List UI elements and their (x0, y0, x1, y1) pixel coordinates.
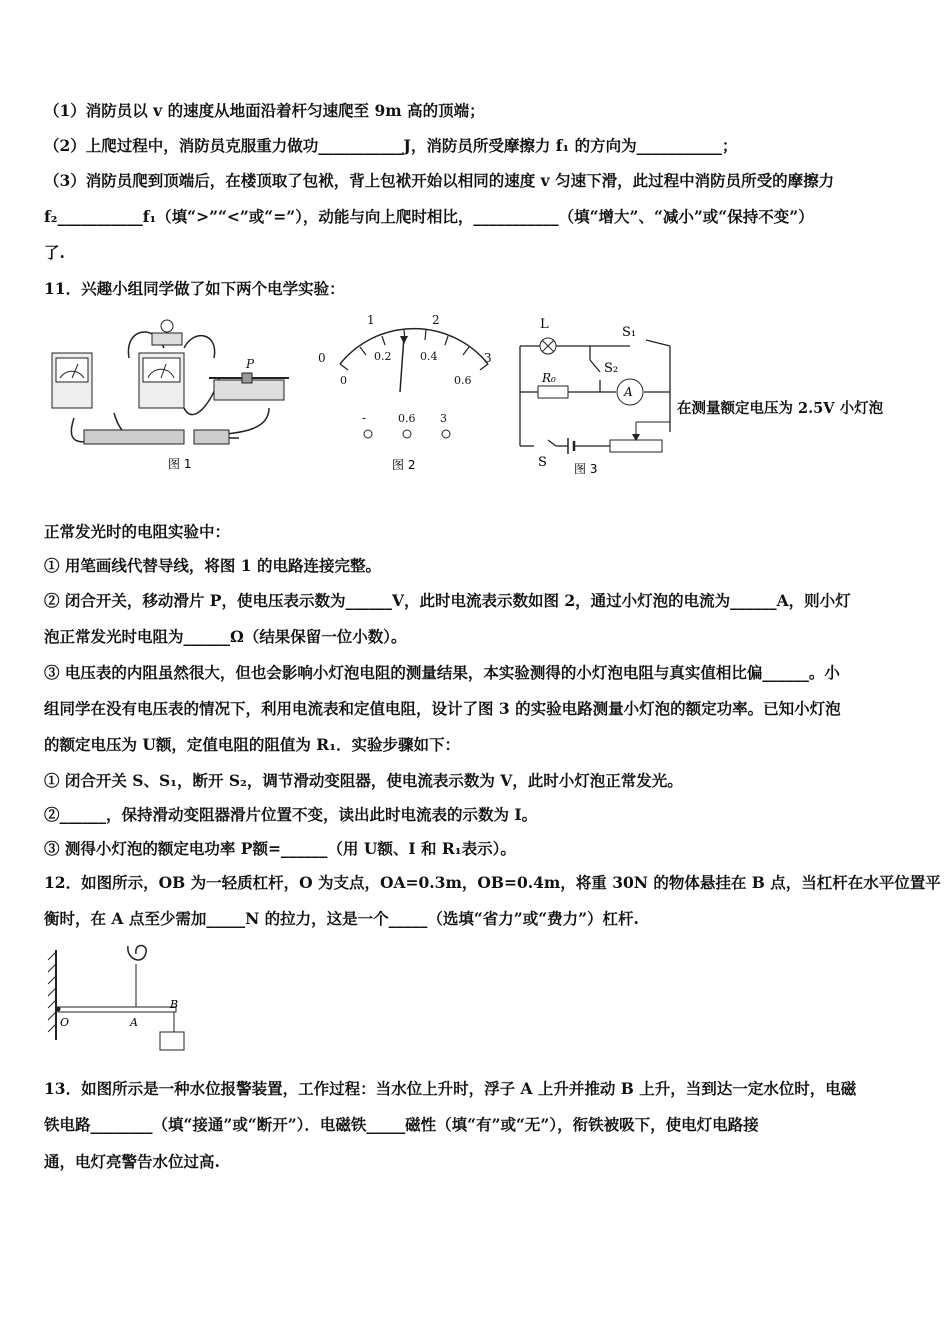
q13-line-1: 13．如图所示是一种水位报警装置，工作过程：当水位上升时，浮子 A 上升并推动 B 上升，当到达一定水位时，电磁 (44, 1079, 857, 1098)
switch (194, 430, 229, 444)
label-s: S (538, 455, 547, 470)
question-11-stem: 11．兴趣小组同学做了如下两个电学实验： (44, 279, 345, 298)
inner-end-0: 0 (340, 374, 347, 387)
q11-step-3-cont2: 的额定电压为 U额，定值电阻的阻值为 R₁．实验步骤如下： (44, 735, 460, 754)
dial-needle (400, 336, 404, 392)
q10-part3-cont: f₂___________f₁（填“>”“<”或“=”），动能与向上爬时相比，___________（填“增大”、“减小”或“保持不变”） (44, 207, 814, 226)
bulb-base (152, 333, 182, 345)
label-a: A (130, 1016, 138, 1029)
top-end-3: 3 (484, 351, 492, 365)
resistor-r0 (538, 386, 568, 398)
figure-side-text: 在测量额定电压为 2.5V 小灯泡 (677, 400, 884, 417)
lever-bar (58, 1007, 176, 1012)
q10-part3-end: 了. (44, 243, 65, 262)
q11-step-2: ② 闭合开关，移动滑片 P，使电压表示数为______V，此时电流表示数如图 2，通过小灯泡的电流为______A，则小灯 (44, 591, 851, 610)
q11-step-1: ① 用笔画线代替导线，将图 1 的电路连接完整。 (44, 556, 381, 575)
q11-substep-1: ① 闭合开关 S、S₁，断开 S₂，调节滑动变阻器，使电流表示数为 V，此时小灯泡正常发光。 (44, 771, 683, 790)
battery (84, 430, 184, 444)
lever-figure (44, 940, 194, 1055)
terminal-3: 3 (440, 412, 447, 425)
terminal-minus: - (362, 411, 367, 425)
figure-1-caption: 图 1 (168, 457, 192, 471)
q10-part1: （1）消防员以 v 的速度从地面沿着杆匀速爬至 9m 高的顶端； (44, 101, 485, 120)
figure-1-circuit (44, 318, 304, 478)
q11-line-1: 正常发光时的电阻实验中： (44, 522, 231, 541)
top-tick-2: 2 (432, 313, 440, 327)
q11-substep-3: ③ 测得小灯泡的额定电功率 P额=______（用 U额、I 和 R₁表示）。 (44, 839, 516, 858)
figure-2-ammeter-dial (312, 312, 502, 477)
rheostat-r (610, 440, 662, 452)
bulb-icon (161, 320, 173, 332)
pivot-o (56, 1007, 61, 1012)
figure-3-caption: 图 3 (574, 462, 598, 476)
q12-line-2: 衡时，在 A 点至少需加_____N 的拉力，这是一个_____（选填“省力”或“费力”）杠杆. (44, 909, 639, 928)
inner-tick-0-2: 0.2 (374, 350, 392, 363)
q11-step-3: ③ 电压表的内阻虽然很大，但也会影响小灯泡电阻的测量结果，本实验测得的小灯泡电阻与真实值相比偏______。小 (44, 663, 840, 682)
label-l: L (540, 317, 549, 332)
label-p: P (246, 357, 255, 371)
top-end-0: 0 (318, 351, 326, 365)
q10-part3: （3）消防员爬到顶端后，在楼顶取了包袱，背上包袱开始以相同的速度 v 匀速下滑，此过程中消防员所受的摩擦力 (44, 171, 835, 190)
figure-2-caption: 图 2 (392, 458, 416, 472)
hand-icon (128, 946, 146, 960)
q13-line-2: 铁电路________（填“接通”或“断开”）．电磁铁_____磁性（填“有”或“无”），衔铁被吸下，使电灯电路接 (44, 1115, 759, 1134)
q10-part2: （2）上爬过程中，消防员克服重力做功___________J，消防员所受摩擦力 f₁ 的方向为___________； (44, 136, 738, 155)
q11-step-3-cont: 组同学在没有电压表的情况下，利用电流表和定值电阻，设计了图 3 的实验电路测量小灯泡的额定功率。已知小灯泡 (44, 699, 841, 718)
q12-line-1: 12．如图所示，OB 为一轻质杠杆，O 为支点，OA=0.3m，OB=0.4m，将重 30N 的物体悬挂在 B 点，当杠杆在水平位置平 (44, 873, 941, 892)
terminal-0-6: 0.6 (398, 412, 416, 425)
q11-substep-2: ②______，保持滑动变阻器滑片位置不变，读出此时电流表的示数为 I。 (44, 805, 538, 824)
label-b: B (170, 998, 179, 1011)
figure-3-circuit (510, 310, 690, 480)
q13-line-3: 通，电灯亮警告水位过高. (44, 1152, 220, 1171)
q11-step-2-cont: 泡正常发光时电阻为______Ω（结果保留一位小数）。 (44, 627, 407, 646)
label-r0: R₀ (542, 371, 556, 385)
label-s1: S₁ (622, 325, 637, 340)
label-o: O (60, 1016, 70, 1029)
label-s2: S₂ (604, 361, 619, 376)
top-tick-1: 1 (367, 313, 375, 327)
inner-tick-0-4: 0.4 (420, 350, 438, 363)
inner-end-0-6: 0.6 (454, 374, 472, 387)
label-a: A (624, 385, 633, 399)
weight-block (160, 1032, 184, 1050)
slider-p (242, 373, 252, 383)
terminal-post (364, 430, 372, 438)
